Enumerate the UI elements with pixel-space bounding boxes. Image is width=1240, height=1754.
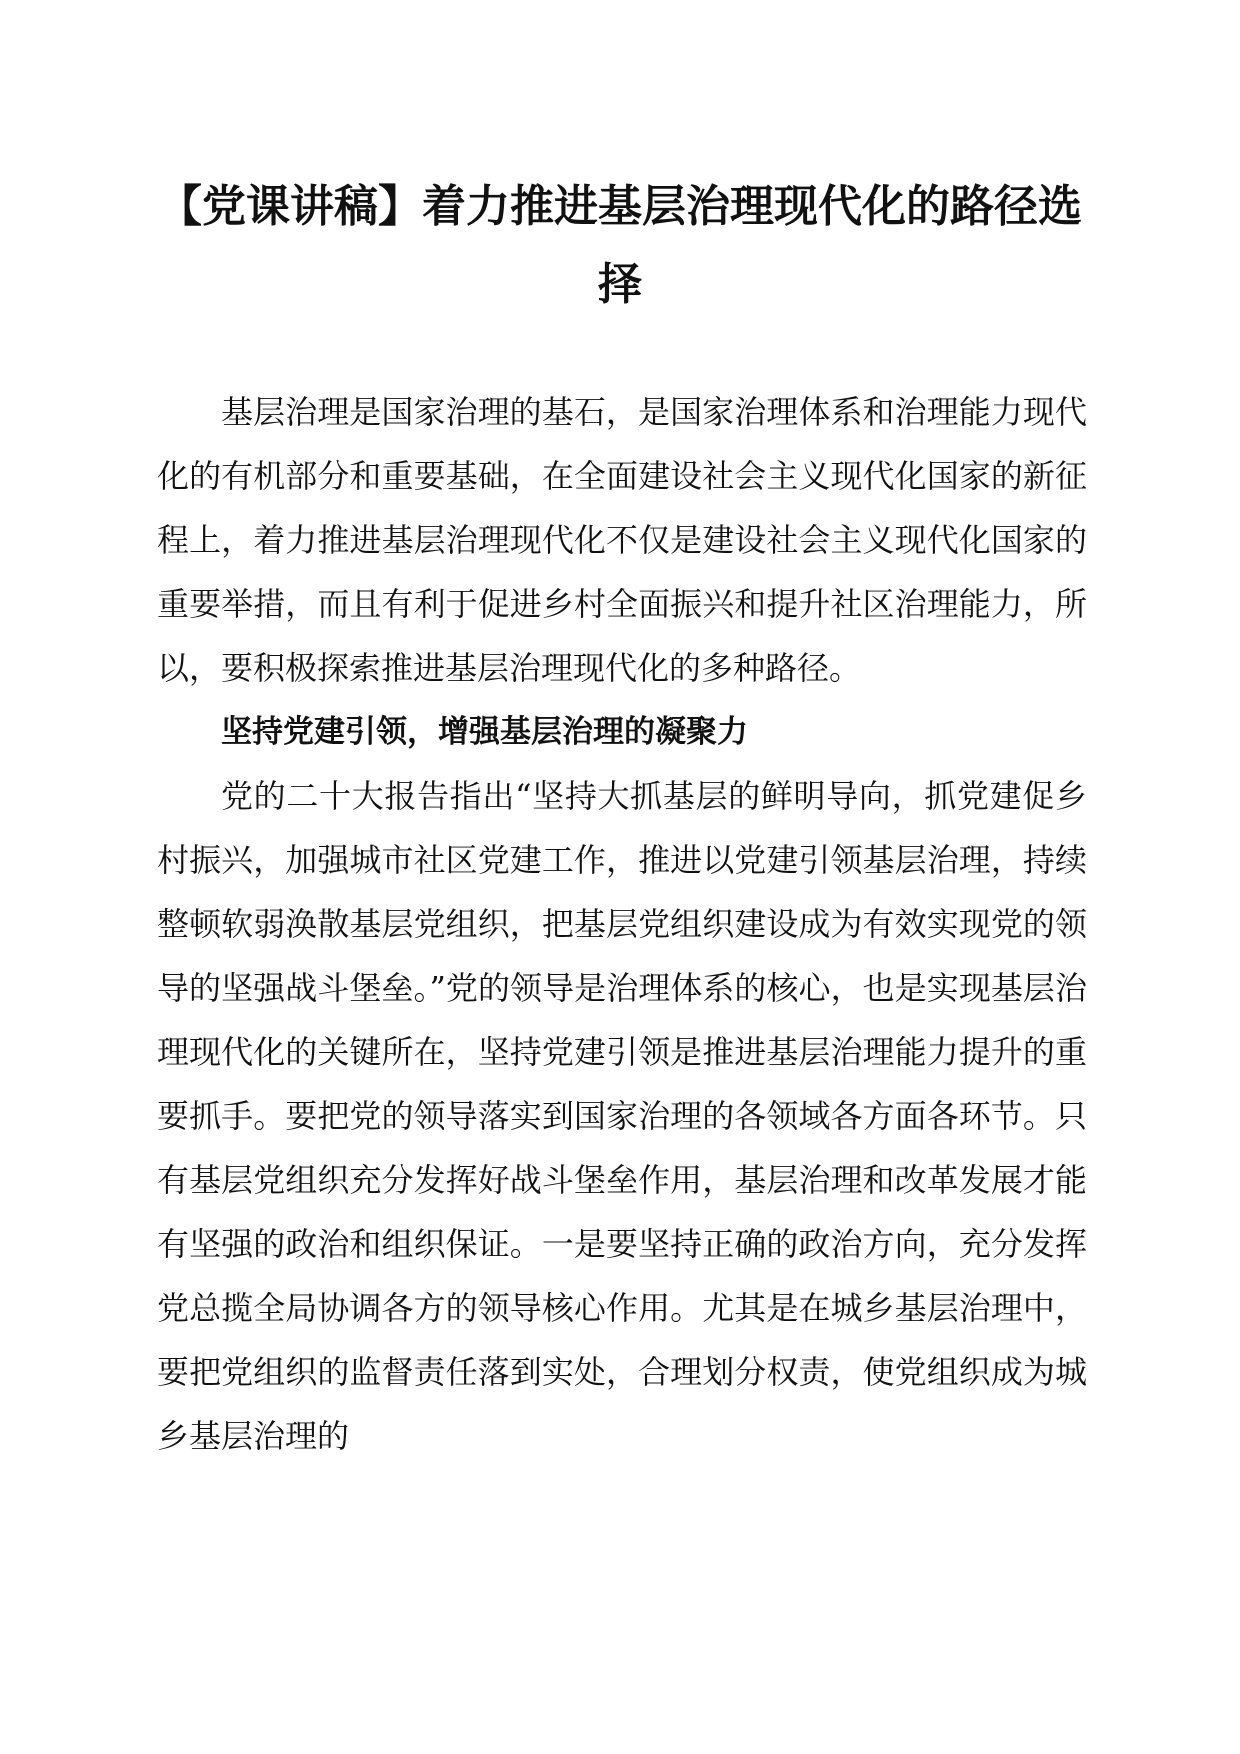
section-heading: 坚持党建引领，增强基层治理的凝聚力	[221, 714, 748, 750]
document-title: 【党课讲稿】着力推进基层治理现代化的路径选择	[158, 181, 1082, 310]
section-paragraph: 党的二十大报告指出“坚持大抓基层的鲜明导向，抓党建促乡村振兴，加强城市社区党建工作，推进以党建引领基层治理，持续整顿软弱涣散基层党组织，把基层党组织建设成为有效实现党的领导的坚强战斗堡垒。”党的领导是治理体系的核心，也是实现基层治理现代化的关键所在，坚持党建引领是推进基层治理能力提升的重要抓手。要把党的领导落实到国家治理的各领域各方面各环节。只有基层党组织充分发挥好战斗堡垒作用，基层治理和改革发展才能有坚强的政治和组织保证。一是要坚持正确的政治方向，充分发挥党总揽全局协调各方的领导核心作用。尤其是在城乡基层治理中，要把党组织的监督责任落到实处，合理划分权责，使党组织成为城乡基层治理的	[157, 777, 1087, 1455]
document-body	[157, 380, 1087, 1468]
intro-paragraph: 基层治理是国家治理的基石，是国家治理体系和治理能力现代化的有机部分和重要基础，在全面建设社会主义现代化国家的新征程上，着力推进基层治理现代化不仅是建设社会主义现代化国家的重要举措，而且有利于促进乡村全面振兴和提升社区治理能力，所以，要积极探索推进基层治理现代化的多种路径。	[157, 393, 1087, 687]
